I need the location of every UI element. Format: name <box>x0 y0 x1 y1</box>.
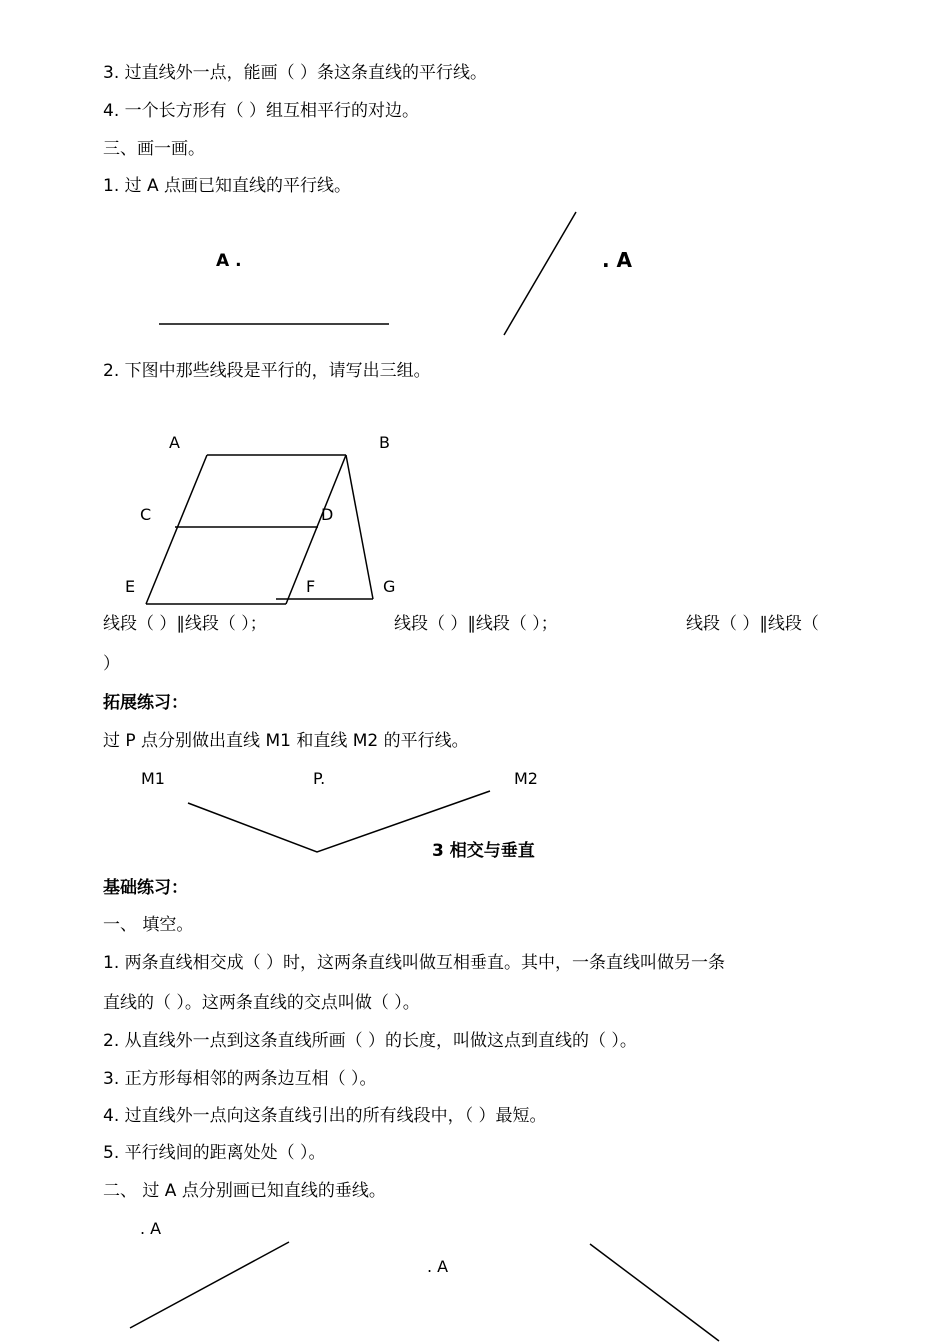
fill-question-2: 2. 从直线外一点到这条直线所画（ ）的长度，叫做这点到直线的（ ）。 <box>103 1031 637 1051</box>
perp-line-left <box>130 1242 289 1328</box>
section-title-intersect-perpendicular: 3 相交与垂直 <box>432 841 535 861</box>
point-a-middle: . A <box>427 1257 449 1276</box>
question-4: 4. 一个长方形有（ ）组互相平行的对边。 <box>103 101 420 121</box>
fig2-label-e: E <box>125 577 136 596</box>
perp-line-right <box>590 1244 719 1341</box>
fig1-slanted-line <box>504 212 576 335</box>
answer-pair-3-close: ） <box>103 654 120 674</box>
answer-pair-1: 线段（ ）∥线段（ ）； <box>103 614 267 634</box>
fig2-label-a: A <box>169 433 180 452</box>
fig2-label-f: F <box>306 577 316 596</box>
basic-practice-title: 基础练习： <box>103 878 188 898</box>
lines-m1-m2 <box>188 791 490 852</box>
fig1-point-a-right: . A <box>602 248 633 272</box>
extension-prompt: 过 P 点分别做出直线 M1 和直线 M2 的平行线。 <box>103 731 469 751</box>
fig1-point-a-left: A . <box>216 251 242 271</box>
segment-bf <box>286 455 346 604</box>
section-heading-draw: 三、画一画。 <box>103 139 205 159</box>
fill-question-1-line1: 1. 两条直线相交成（ ）时，这两条直线叫做互相垂直。其中，一条直线叫做另一条 <box>103 953 726 973</box>
answer-pair-2: 线段（ ）∥线段（ ）； <box>394 614 558 634</box>
point-a-left: . A <box>140 1219 162 1238</box>
draw-perpendicular-heading: 二、 过 A 点分别画已知直线的垂线。 <box>103 1181 386 1201</box>
segment-bg <box>346 455 373 599</box>
extension-title: 拓展练习： <box>103 693 188 713</box>
label-m2: M2 <box>514 769 538 788</box>
question-3: 3. 过直线外一点，能画（ ）条这条直线的平行线。 <box>103 63 488 83</box>
fill-question-4: 4. 过直线外一点向这条直线引出的所有线段中，（ ）最短。 <box>103 1106 547 1126</box>
fig2-label-b: B <box>379 433 390 452</box>
answer-pair-3: 线段（ ）∥线段（ <box>686 614 819 634</box>
draw-question-2: 2. 下图中那些线段是平行的，请写出三组。 <box>103 361 431 381</box>
segment-ae <box>146 455 207 604</box>
fig2-label-d: D <box>321 505 334 524</box>
fill-blank-heading: 一、 填空。 <box>103 915 194 935</box>
draw-question-1: 1. 过 A 点画已知直线的平行线。 <box>103 176 352 196</box>
fill-question-3: 3. 正方形每相邻的两条边互相（ ）。 <box>103 1069 377 1089</box>
label-p: P. <box>313 769 326 788</box>
fill-question-5: 5. 平行线间的距离处处（ ）。 <box>103 1143 326 1163</box>
label-m1: M1 <box>141 769 165 788</box>
fill-question-1-line2: 直线的（ ）。这两条直线的交点叫做（ ）。 <box>103 993 420 1013</box>
fig2-label-g: G <box>383 577 396 596</box>
fig2-label-c: C <box>140 505 152 524</box>
